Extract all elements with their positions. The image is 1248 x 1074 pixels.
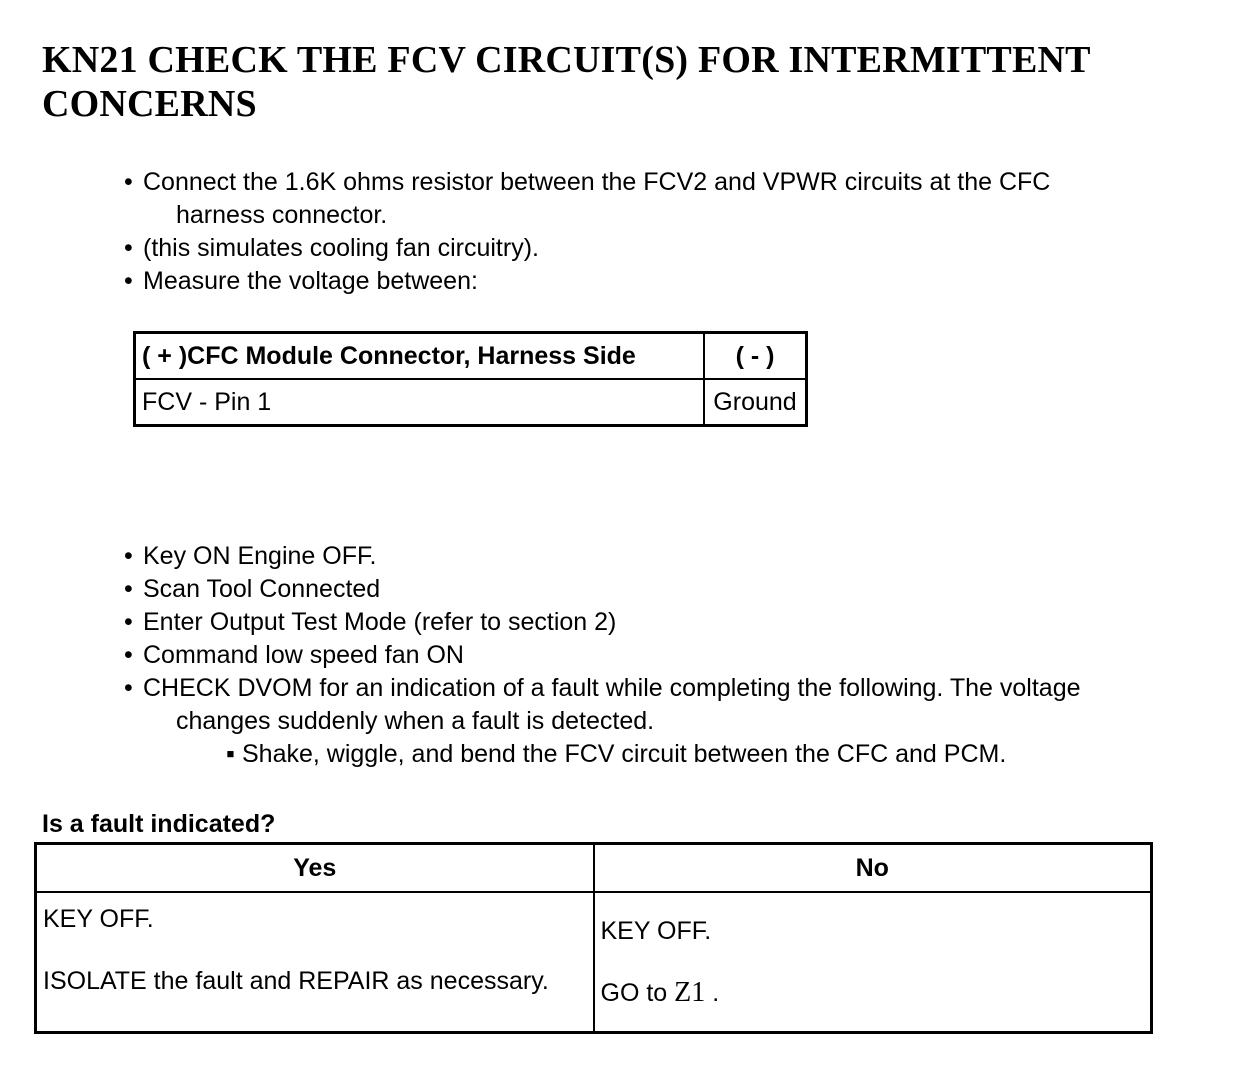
setup-steps-list xyxy=(124,166,1050,298)
list-item xyxy=(124,639,1081,672)
yes-action-2: ISOLATE the fault and REPAIR as necessary. xyxy=(43,967,549,995)
goto-suffix: . xyxy=(705,979,720,1007)
list-item xyxy=(124,540,1081,573)
step-text: Enter Output Test Mode (refer to section 2) xyxy=(143,608,617,636)
step-text-continued: harness connector. xyxy=(176,201,388,229)
no-header: No xyxy=(594,844,1152,893)
list-item xyxy=(124,265,1050,298)
decision-table xyxy=(34,842,1153,1034)
step-text: Connect the 1.6K ohms resistor between the FCV2 and VPWR circuits at the CFC xyxy=(143,168,1051,196)
bullet-icon: • xyxy=(124,542,133,570)
step-text: Command low speed fan ON xyxy=(143,641,464,669)
test-steps-list xyxy=(124,540,1081,771)
bullet-icon: • xyxy=(124,234,133,262)
goto-z1-link[interactable]: Z1 xyxy=(674,977,706,1008)
step-text: Scan Tool Connected xyxy=(143,575,381,603)
table-header-row xyxy=(36,844,1152,893)
step-text: (this simulates cooling fan circuitry). xyxy=(143,234,539,262)
page-title: KN21 CHECK THE FCV CIRCUIT(S) FOR INTERMITTENT CONCERNS xyxy=(42,39,1091,125)
header-negative: ( - ) xyxy=(704,333,807,380)
bullet-icon: • xyxy=(124,641,133,669)
question-label: Is a fault indicated? xyxy=(42,810,276,838)
substep-text: Shake, wiggle, and bend the FCV circuit between the CFC and PCM. xyxy=(242,740,1007,768)
step-text: CHECK DVOM for an indication of a fault while completing the following. The voltage xyxy=(143,674,1081,702)
yes-action-1: KEY OFF. xyxy=(43,905,154,933)
list-item xyxy=(124,606,1081,639)
table-row xyxy=(36,892,1152,1033)
list-item xyxy=(124,166,1050,232)
list-item xyxy=(124,573,1081,606)
bullet-icon: • xyxy=(124,674,133,702)
list-item xyxy=(124,672,1081,738)
bullet-icon: • xyxy=(124,608,133,636)
square-bullet-icon: ▪ xyxy=(226,740,235,768)
header-positive: ( + )CFC Module Connector, Harness Side xyxy=(135,333,705,380)
measurement-table xyxy=(133,331,808,427)
goto-prefix: GO to xyxy=(600,979,675,1007)
cell-negative: Ground xyxy=(704,379,807,426)
yes-header: Yes xyxy=(36,844,594,893)
cell-positive: FCV - Pin 1 xyxy=(135,379,705,426)
table-header-row xyxy=(135,333,807,380)
step-text-continued: changes suddenly when a fault is detected. xyxy=(176,707,655,735)
no-action-1: KEY OFF. xyxy=(600,917,712,945)
bullet-icon: • xyxy=(124,267,133,295)
table-row xyxy=(135,379,807,426)
list-item xyxy=(124,232,1050,265)
step-text: Key ON Engine OFF. xyxy=(143,542,377,570)
bullet-icon: • xyxy=(124,575,133,603)
sub-list-item xyxy=(124,738,1081,771)
step-text: Measure the voltage between: xyxy=(143,267,478,295)
no-action-2 xyxy=(601,977,1145,1009)
no-cell xyxy=(594,892,1152,1033)
yes-cell xyxy=(36,892,594,1033)
bullet-icon: • xyxy=(124,168,133,196)
